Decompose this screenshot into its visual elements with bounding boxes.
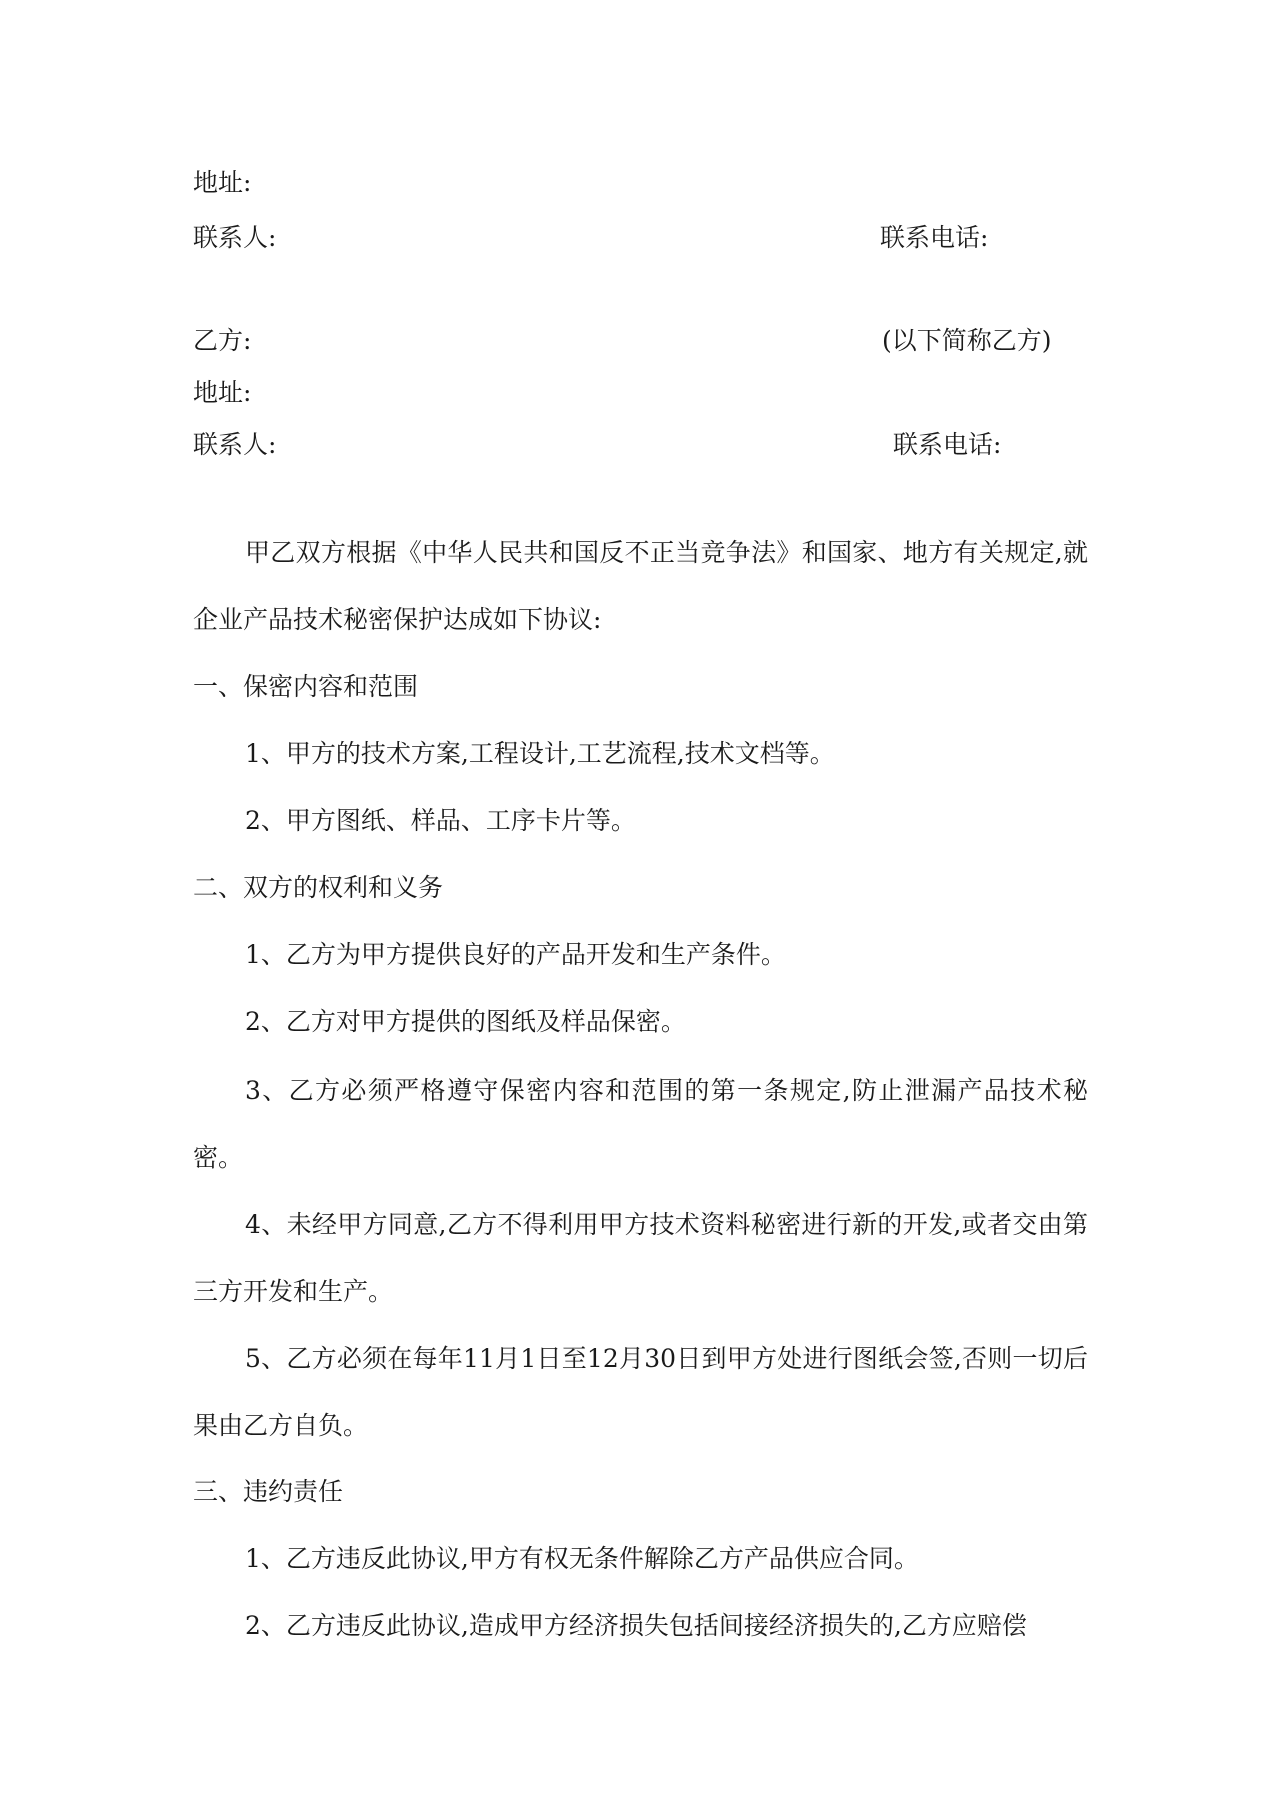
party-a-contact-label: 联系人:: [193, 223, 277, 252]
section-2-title: 二、双方的权利和义务: [193, 873, 444, 902]
section-1-title: 一、保密内容和范围: [193, 672, 419, 701]
party-b-name-label: 乙方:: [193, 326, 252, 355]
section-3-item-1: 1、乙方违反此协议,甲方有权无条件解除乙方产品供应合同。: [245, 1544, 919, 1573]
section-1-item-2: 2、甲方图纸、样品、工序卡片等。: [245, 806, 636, 835]
section-2-item-1: 1、乙方为甲方提供良好的产品开发和生产条件。: [245, 940, 786, 969]
section-2-item-5: 5、乙方必须在每年11月1日至12月30日到甲方处进行图纸会签,否则一切后果由乙方自负。: [193, 1344, 1088, 1440]
party-b-phone-label: 联系电话:: [893, 430, 1002, 459]
party-b-address-label: 地址:: [193, 378, 252, 407]
section-3-title: 三、违约责任: [193, 1477, 344, 1506]
section-2-item-3: 3、乙方必须严格遵守保密内容和范围的第一条规定,防止泄漏产品技术秘密。: [193, 1076, 1088, 1172]
section-3-item-2: 2、乙方违反此协议,造成甲方经济损失包括间接经济损失的,乙方应赔偿: [245, 1611, 1027, 1640]
section-1-item-1: 1、甲方的技术方案,工程设计,工艺流程,技术文档等。: [245, 739, 835, 768]
party-a-phone-label: 联系电话:: [880, 223, 989, 252]
intro-paragraph: 甲乙双方根据《中华人民共和国反不正当竞争法》和国家、地方有关规定,就企业产品技术秘密保护达成如下协议:: [193, 538, 1088, 634]
party-b-alias: (以下简称乙方): [882, 326, 1052, 355]
section-2-item-4: 4、未经甲方同意,乙方不得利用甲方技术资料秘密进行新的开发,或者交由第三方开发和生产。: [193, 1210, 1088, 1306]
party-b-contact-label: 联系人:: [193, 430, 277, 459]
section-2-item-2: 2、乙方对甲方提供的图纸及样品保密。: [245, 1007, 686, 1036]
party-a-address-label: 地址:: [193, 168, 252, 197]
